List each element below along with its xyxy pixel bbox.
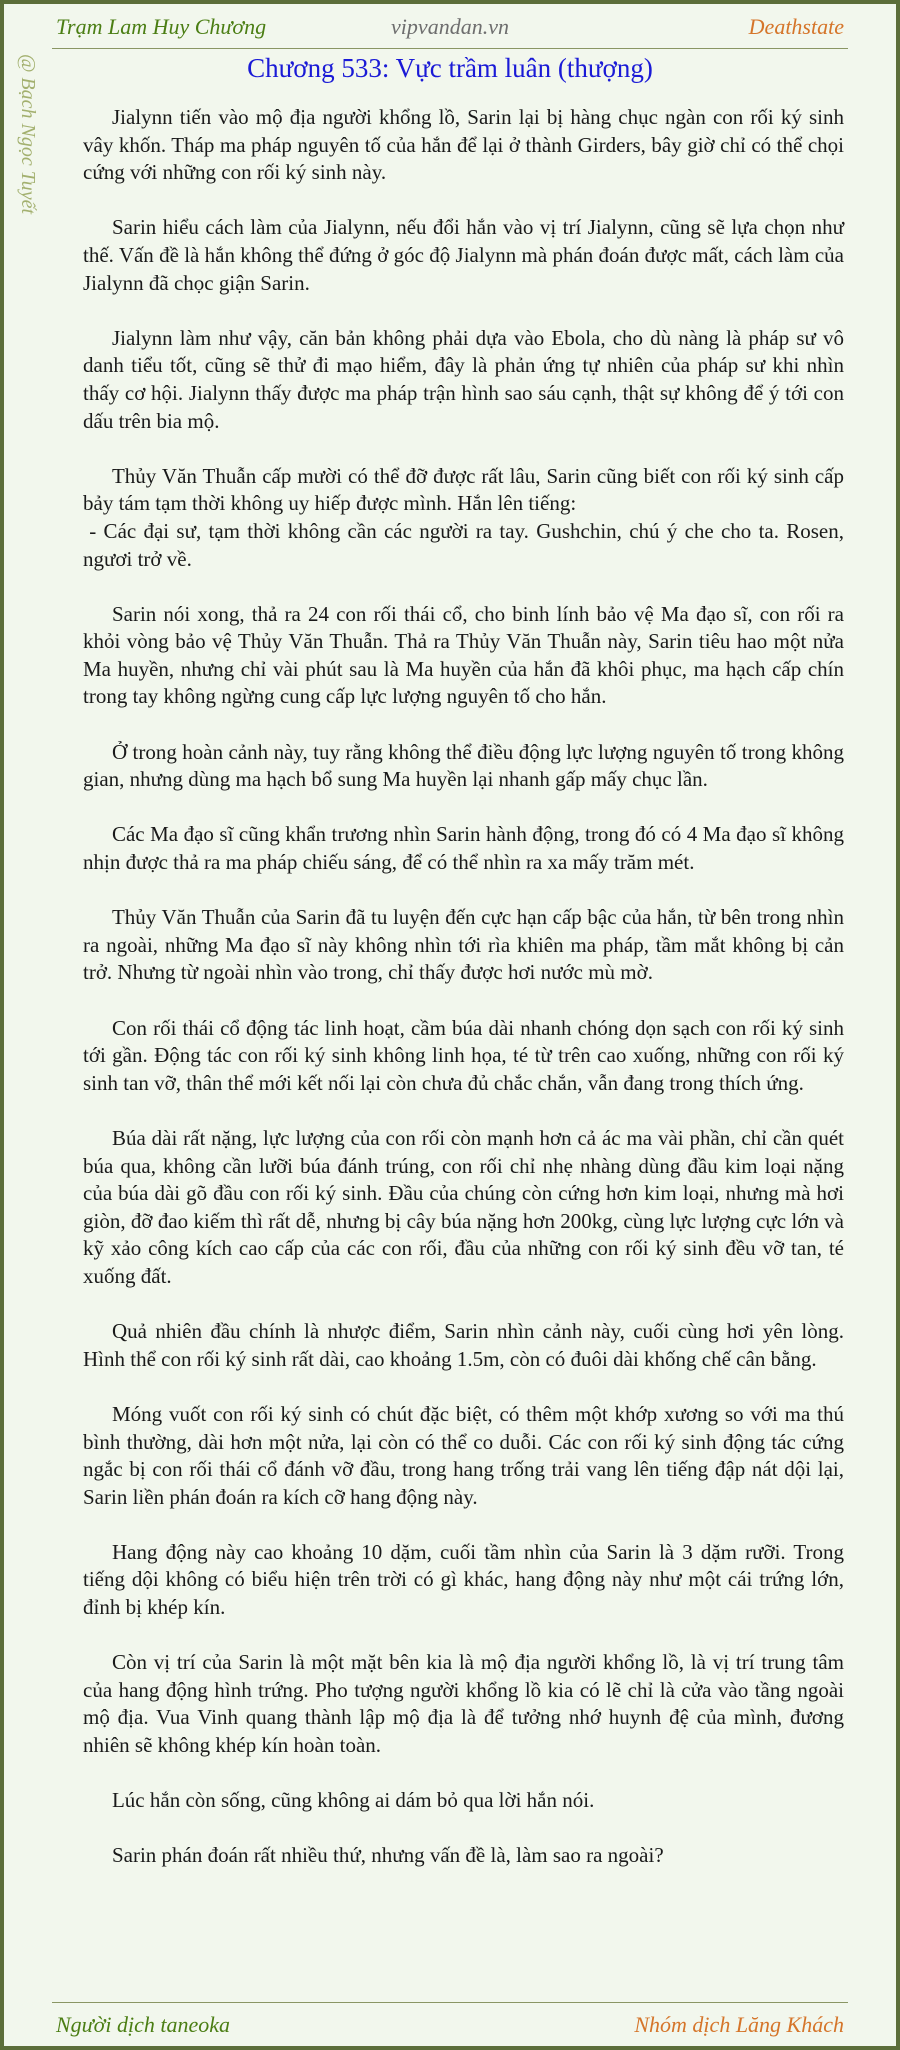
side-watermark [10,54,46,274]
page-header [56,14,844,44]
paragraph: Jialynn tiến vào mộ địa người khổng lồ, Sarin lại bị hàng chục ngàn con rối ký sinh vây khốn. Tháp ma pháp nguyên tố của hắn để lại ở thành Girders, bây giờ chỉ có thể chọi cứng với những con rối ký sinh này. [83,105,844,185]
footer-divider [52,2002,848,2003]
paragraph: Hang động này cao khoảng 10 dặm, cuối tầm nhìn của Sarin là 3 dặm rưỡi. Trong tiếng dội không có biểu hiện trên trời có gì khác, hang động này như một cái trứng lớn, đỉnh bị khép kín. [83,1539,844,1620]
header-book-name: Deathstate [748,14,844,39]
header-divider [52,48,848,49]
dialogue-line: - Các đại sư, tạm thời không cần các người ra tay. Gushchin, chú ý che cho ta. Rosen, ngươi trở về. [83,518,844,571]
paragraph: Sarin phán đoán rất nhiều thứ, nhưng vấn đề là, làm sao ra ngoài? [111,1843,664,1868]
paragraph: Jialynn làm như vậy, căn bản không phải dựa vào Ebola, cho dù nàng là pháp sư vô danh tiểu tốt, cũng sẽ thử đi mạo hiểm, đây là phản ứng tự nhiên của pháp sư khi nhìn thấy cơ hội. Jialynn thấy được ma pháp trận hình sao sáu cạnh, thật sự không để ý tới con dấu trên bia mộ. [83,325,844,433]
paragraph: Sarin hiểu cách làm của Jialynn, nếu đổi hắn vào vị trí Jialynn, cũng sẽ lựa chọn như thế. Vấn đề là hắn không thể đứng ở góc độ Jialynn mà phán đoán được mất, cách làm của Jialynn đã chọc giận Sarin. [83,215,844,295]
paragraph: Ở trong hoàn cảnh này, tuy rằng không thể điều động lực lượng nguyên tố trong không gian, nhưng dùng ma hạch bổ sung Ma huyền lại nhanh gấp mấy chục lần. [83,739,844,792]
header-site-name: Trạm Lam Huy Chương [56,14,267,39]
chapter-body [83,104,844,1898]
footer-group: Nhóm dịch Lăng Khách [634,2012,844,2037]
paragraph: Sarin nói xong, thả ra 24 con rối thái cổ, cho binh lính bảo vệ Ma đạo sĩ, con rối ra khỏi vòng bảo vệ Thủy Văn Thuẫn. Thả ra Thủy Văn Thuẫn này, Sarin tiêu hao một nửa Ma huyền, nhưng chỉ vài phút sau là Ma huyền của hắn đã khôi phục, ma hạch cấp chín trong tay không ngừng cung cấp lực lượng nguyên tố cho hắn. [83,601,844,709]
paragraph: Còn vị trí của Sarin là một mặt bên kia là mộ địa người khổng lồ, là vị trí trung tâm của hang động hình trứng. Pho tượng người khổng lồ kia có lẽ chỉ là cửa vào tầng ngoài mộ địa. Vua Vinh quang thành lập mộ địa là để tưởng nhớ huynh đệ của mình, đương nhiên sẽ không khép kín hoàn toàn. [83,1650,844,1758]
paragraph: Lúc hắn còn sống, cũng không ai dám bỏ qua lời hắn nói. [111,1788,595,1813]
chapter-title: Chương 533: Vực trầm luân (thượng) [247,53,653,83]
paragraph: Thủy Văn Thuẫn của Sarin đã tu luyện đến cực hạn cấp bậc của hắn, từ bên trong nhìn ra ngoài, những Ma đạo sĩ này không nhìn tới rìa khiên ma pháp, tầm mắt không bị cản trở. Nhưng từ ngoài nhìn vào trong, chỉ thấy được hơi nước mù mờ. [83,905,844,985]
paragraph: Các Ma đạo sĩ cũng khẩn trương nhìn Sarin hành động, trong đó có 4 Ma đạo sĩ không nhịn được thả ra ma pháp chiếu sáng, để có thể nhìn ra xa mấy trăm mét. [83,822,844,875]
paragraph: Quả nhiên đầu chính là nhược điểm, Sarin nhìn cảnh này, cuối cùng hơi yên lòng. Hình thể con rối ký sinh rất dài, cao khoảng 1.5m, còn có đuôi dài khống chế cân bằng. [83,1319,844,1371]
side-watermark-text: @ Bạch Ngọc Tuyết [17,54,39,215]
paragraph: Con rối thái cổ động tác linh hoạt, cầm búa dài nhanh chóng dọn sạch con rối ký sinh tới gần. Động tác con rối ký sinh không linh họa, té từ trên cao xuống, những con rối ký sinh tan vỡ, thân thể mới kết nối lại còn chưa đủ chắc chắn, vẫn đang trong thích ứng. [83,1015,844,1095]
header-site-url: vipvandan.vn [391,14,509,39]
paragraph: Thủy Văn Thuẫn cấp mười có thể đỡ được rất lâu, Sarin cũng biết con rối ký sinh cấp bảy tám tạm thời không uy hiếp được mình. Hắn lên tiếng: [83,463,844,516]
paragraph: Móng vuốt con rối ký sinh có chút đặc biệt, có thêm một khớp xương so với ma thú bình thường, dài hơn một nửa, lại còn có thể co duỗi. Các con rối ký sinh động tác cứng ngắc bị con rối thái cổ đánh vỡ đầu, trong hang trống trải vang lên tiếng đập nát dội lại, Sarin liền phán đoán ra kích cỡ hang động này. [83,1401,844,1509]
footer-translator: Người dịch taneoka [56,2012,231,2037]
paragraph: Búa dài rất nặng, lực lượng của con rối còn mạnh hơn cả ác ma vài phần, chỉ cần quét búa qua, không cần lưỡi búa đánh trúng, con rối chỉ nhẹ nhàng dùng đầu kim loại nặng của búa dài gõ đầu con rối ký sinh. Đầu của chúng còn cứng hơn kim loại, nhưng mà hơi giòn, đỡ đao kiếm thì rất dễ, nhưng bị cây búa nặng hơn 200kg, cùng lực lượng cực lớn và kỹ xảo công kích cao cấp của các con rối, đầu của những con rối ký sinh đều vỡ tan, té xuống đất. [83,1125,844,1288]
page-footer [56,2012,844,2042]
